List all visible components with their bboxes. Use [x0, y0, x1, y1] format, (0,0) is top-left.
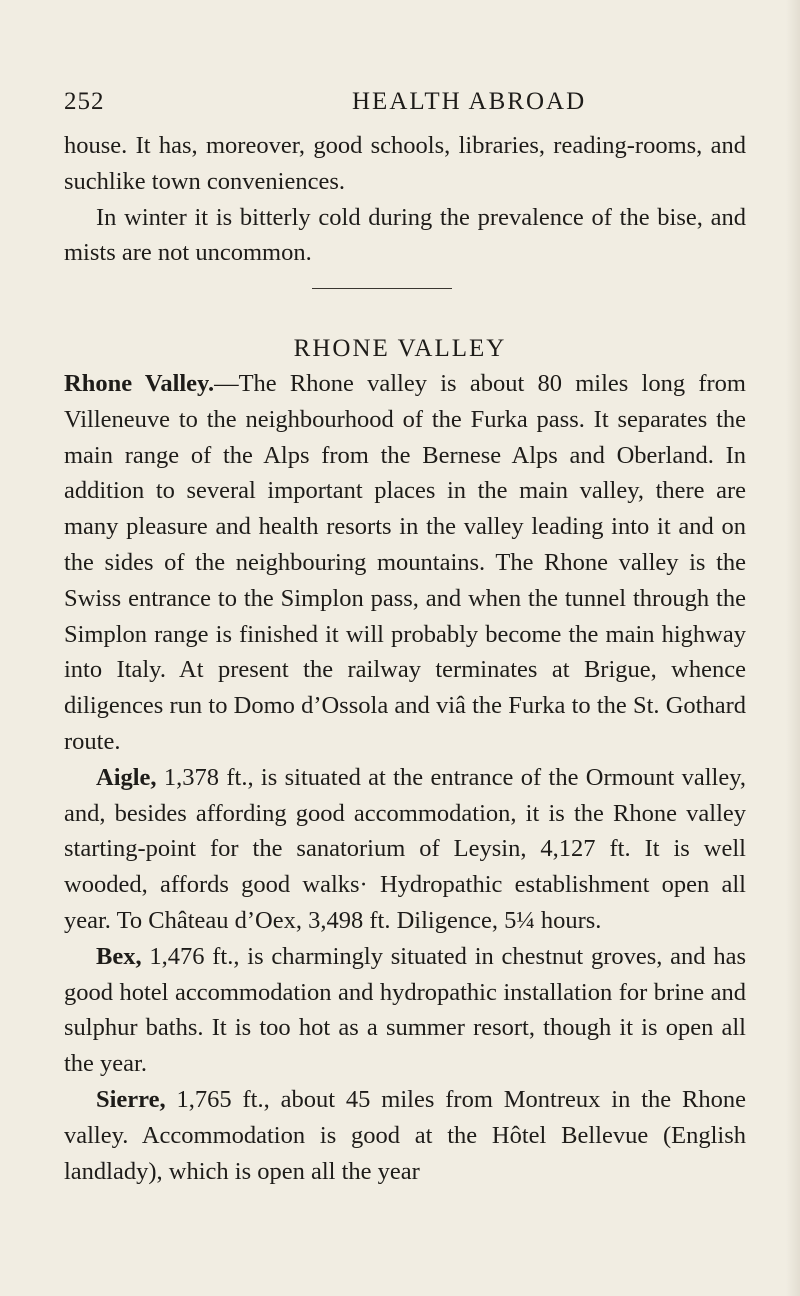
intro-text	[64, 128, 746, 271]
entry-text: 1,765 ft., about 45 miles from Montreux in the Rhone valley. Accommodation is good at the Hôtel Bellevue (English landlady), which is open all the year	[64, 1085, 746, 1185]
entry-name: Sierre,	[96, 1085, 166, 1113]
section-body	[64, 366, 746, 1189]
entry-name: Bex,	[96, 942, 142, 970]
entry-name: Rhone Valley.	[64, 370, 215, 397]
entry-text: 1,476 ft., is charmingly situated in chestnut groves, and has good hotel accommodation and hydropathic installation for brine and sulphur baths. It is too hot as a summer resort, though it is open all the year.	[64, 942, 746, 1078]
page-header	[64, 88, 750, 118]
entry-sierre	[64, 1082, 746, 1189]
intro-paragraph: In winter it is bitterly cold during the prevalence of the bise, and mists are not uncommon.	[64, 203, 746, 267]
entry-aigle	[64, 760, 746, 939]
section-divider	[312, 288, 452, 289]
entry-bex	[64, 939, 746, 1082]
intro-paragraph: house. It has, moreover, good schools, libraries, reading-rooms, and suchlike town conveniences.	[64, 132, 746, 195]
running-head: HEALTH ABROAD	[352, 88, 587, 115]
page-number: 252	[64, 88, 105, 115]
entry-text: —The Rhone valley is about 80 miles long from Villeneuve to the neighbourhood of the Furka pass. It separates the main range of the Alps from the Bernese Alps and Oberland. In addition to several important places in the main valley, there are many pleasure and health resorts in the valley leading into it and on the sides of the neighbouring mountains. The Rhone valley is the Swiss entrance to the Simplon pass, and when the tunnel through the Simplon range is finished it will probably become the main highway into Italy. At present the railway terminates at Brigue, whence diligences run to Domo d’Ossola and viâ the Furka to the St. Gothard route.	[64, 370, 746, 755]
entry-name: Aigle,	[96, 763, 157, 791]
page-edge-shadow	[786, 0, 800, 1296]
entry-text: 1,378 ft., is situated at the entrance of the Ormount valley, and, besides affording good accommodation, it is the Rhone valley starting-point for the sanatorium of Leysin, 4,127 ft. It is well wooded, affords good walks· Hydropathic establishment open all year. To Château d’Oex, 3,498 ft. Diligence, 5¼ hours.	[64, 763, 746, 934]
section-heading: RHONE VALLEY	[293, 335, 507, 362]
entry-rhone-valley	[64, 366, 746, 760]
